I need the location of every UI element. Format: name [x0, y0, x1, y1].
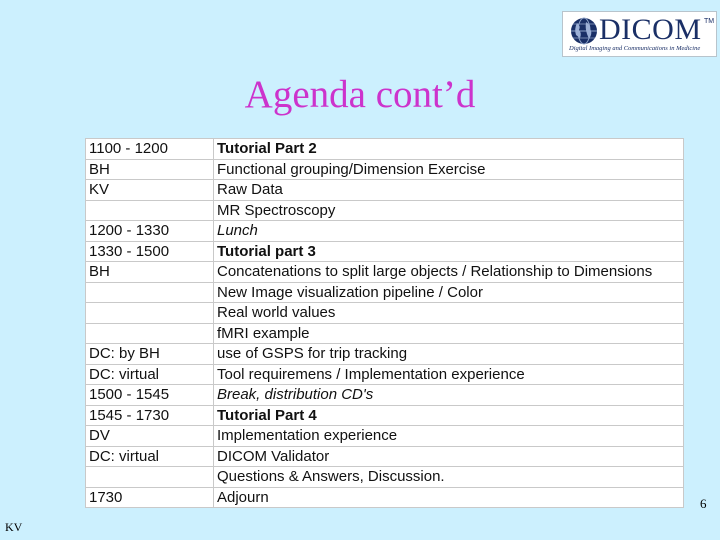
agenda-topic: Tutorial part 3 [214, 241, 684, 262]
agenda-topic: Tool requiremens / Implementation experience [214, 364, 684, 385]
table-row [86, 487, 684, 508]
agenda-topic: Adjourn [214, 487, 684, 508]
agenda-topic: Functional grouping/Dimension Exercise [214, 159, 684, 180]
agenda-time-or-presenter [86, 323, 214, 344]
table-row [86, 282, 684, 303]
agenda-topic: Implementation experience [214, 426, 684, 447]
table-row [86, 446, 684, 467]
table-row [86, 323, 684, 344]
table-row [86, 241, 684, 262]
agenda-time-or-presenter [86, 200, 214, 221]
agenda-topic: MR Spectroscopy [214, 200, 684, 221]
table-row [86, 364, 684, 385]
agenda-topic: Lunch [214, 221, 684, 242]
globe-icon [569, 16, 599, 46]
logo-trademark: TM [704, 18, 715, 25]
dicom-logo [562, 11, 717, 57]
agenda-topic: New Image visualization pipeline / Color [214, 282, 684, 303]
table-row [86, 344, 684, 365]
agenda-time-or-presenter: DC: by BH [86, 344, 214, 365]
agenda-time-or-presenter [86, 303, 214, 324]
agenda-topic: Raw Data [214, 180, 684, 201]
agenda-time-or-presenter: 1100 - 1200 [86, 139, 214, 160]
agenda-time-or-presenter: BH [86, 262, 214, 283]
logo-wordmark: DICOM [599, 13, 702, 46]
agenda-topic: DICOM Validator [214, 446, 684, 467]
agenda-topic: Questions & Answers, Discussion. [214, 467, 684, 488]
agenda-topic: use of GSPS for trip tracking [214, 344, 684, 365]
slide-number: 6 [700, 496, 707, 511]
table-row [86, 426, 684, 447]
agenda-time-or-presenter: DC: virtual [86, 364, 214, 385]
slide-title-text: Agenda cont’d [244, 73, 476, 116]
agenda-table [85, 138, 684, 508]
agenda-time-or-presenter: 1200 - 1330 [86, 221, 214, 242]
table-row [86, 262, 684, 283]
agenda-time-or-presenter: KV [86, 180, 214, 201]
footer-initials: KV [5, 520, 23, 534]
agenda-time-or-presenter: 1545 - 1730 [86, 405, 214, 426]
table-row [86, 180, 684, 201]
agenda-time-or-presenter [86, 467, 214, 488]
table-row [86, 303, 684, 324]
agenda-time-or-presenter [86, 282, 214, 303]
agenda-time-or-presenter: DV [86, 426, 214, 447]
agenda-topic: Tutorial Part 4 [214, 405, 684, 426]
agenda-topic: Concatenations to split large objects / Relationship to Dimensions [214, 262, 684, 283]
logo-tagline: Digital Imaging and Communications in Medicine [569, 45, 701, 52]
agenda-topic: Tutorial Part 2 [214, 139, 684, 160]
agenda-time-or-presenter: DC: virtual [86, 446, 214, 467]
table-row [86, 159, 684, 180]
table-row [86, 139, 684, 160]
agenda-time-or-presenter: 1730 [86, 487, 214, 508]
table-row [86, 467, 684, 488]
agenda-topic: Break, distribution CD's [214, 385, 684, 406]
agenda-time-or-presenter: 1330 - 1500 [86, 241, 214, 262]
table-row [86, 385, 684, 406]
table-row [86, 405, 684, 426]
agenda-table-body [86, 139, 684, 508]
agenda-topic: fMRI example [214, 323, 684, 344]
agenda-time-or-presenter: BH [86, 159, 214, 180]
slide-title [0, 70, 720, 120]
table-row [86, 221, 684, 242]
agenda-topic: Real world values [214, 303, 684, 324]
agenda-time-or-presenter: 1500 - 1545 [86, 385, 214, 406]
table-row [86, 200, 684, 221]
